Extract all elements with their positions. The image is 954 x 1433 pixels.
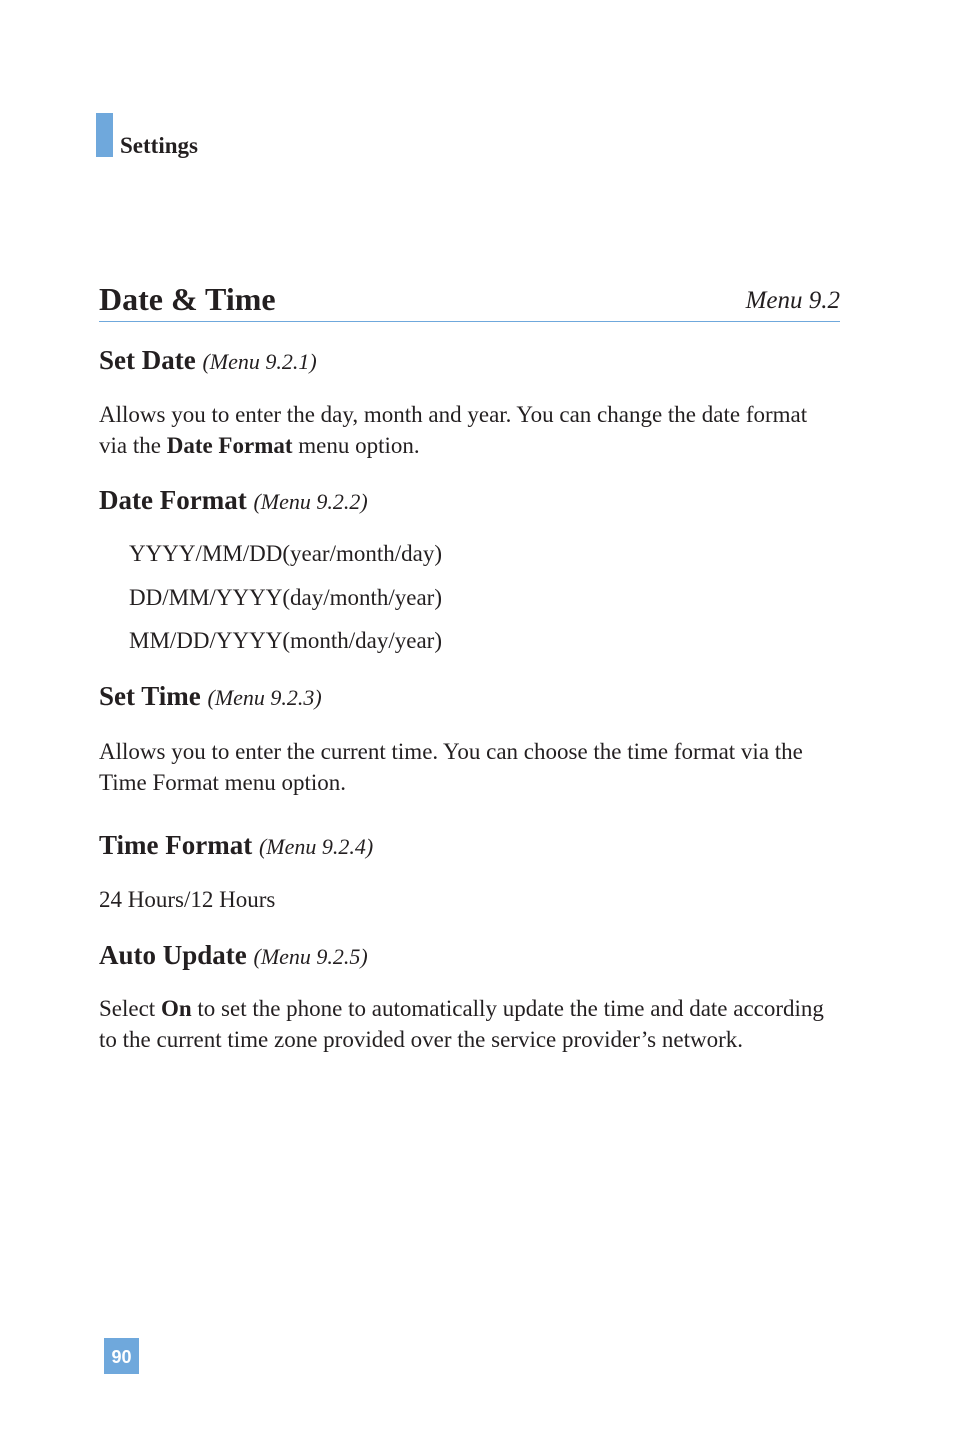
- auto-update-description: [99, 993, 839, 1055]
- page-title-row: [99, 279, 840, 322]
- auto-update-heading: [99, 938, 368, 974]
- page-number: 90: [104, 1338, 139, 1374]
- auto-update-menu-ref: (Menu 9.2.5): [253, 944, 368, 969]
- set-time-description: Allows you to enter the current time. You can choose the time format via the Time Format menu option.: [99, 739, 803, 795]
- auto-update-text-1: Select: [99, 996, 161, 1021]
- set-date-title: Set Date: [99, 345, 196, 375]
- set-date-menu-ref: (Menu 9.2.1): [202, 349, 317, 374]
- auto-update-text-2: to set the phone to automatically update the time and date according to the current time zone provided over the service provider’s network.: [99, 996, 824, 1052]
- set-date-bold: Date Format: [166, 433, 293, 458]
- set-time-heading: [99, 679, 322, 715]
- time-format-menu-ref: (Menu 9.2.4): [258, 834, 374, 859]
- time-format-heading: [99, 828, 373, 864]
- set-date-text-2: menu option.: [292, 433, 420, 458]
- date-format-option: MM/DD/YYYY(month/day/year): [129, 628, 443, 653]
- section-tab-marker: [96, 113, 113, 157]
- set-time-menu-ref: (Menu 9.2.3): [207, 685, 322, 710]
- date-format-title: Date Format: [99, 485, 247, 515]
- date-format-option: YYYY/MM/DD(year/month/day): [129, 541, 443, 566]
- auto-update-title: Auto Update: [99, 940, 247, 970]
- section-label: Settings: [120, 133, 198, 158]
- set-time-title: Set Time: [99, 681, 201, 711]
- time-format-title: Time Format: [99, 830, 253, 860]
- set-date-heading: [99, 343, 317, 379]
- date-format-option: DD/MM/YYYY(day/month/year): [129, 585, 443, 610]
- page-title: Date & Time: [99, 281, 276, 317]
- set-date-description: [99, 399, 839, 461]
- date-format-menu-ref: (Menu 9.2.2): [253, 489, 368, 514]
- date-format-heading: [99, 483, 368, 519]
- set-date-text-1: Allows you to enter the day, month and year. You can change the date format via the: [99, 402, 808, 458]
- time-format-description: 24 Hours/12 Hours: [99, 887, 276, 912]
- page-menu-ref: Menu 9.2: [745, 287, 840, 314]
- auto-update-bold: On: [160, 996, 192, 1021]
